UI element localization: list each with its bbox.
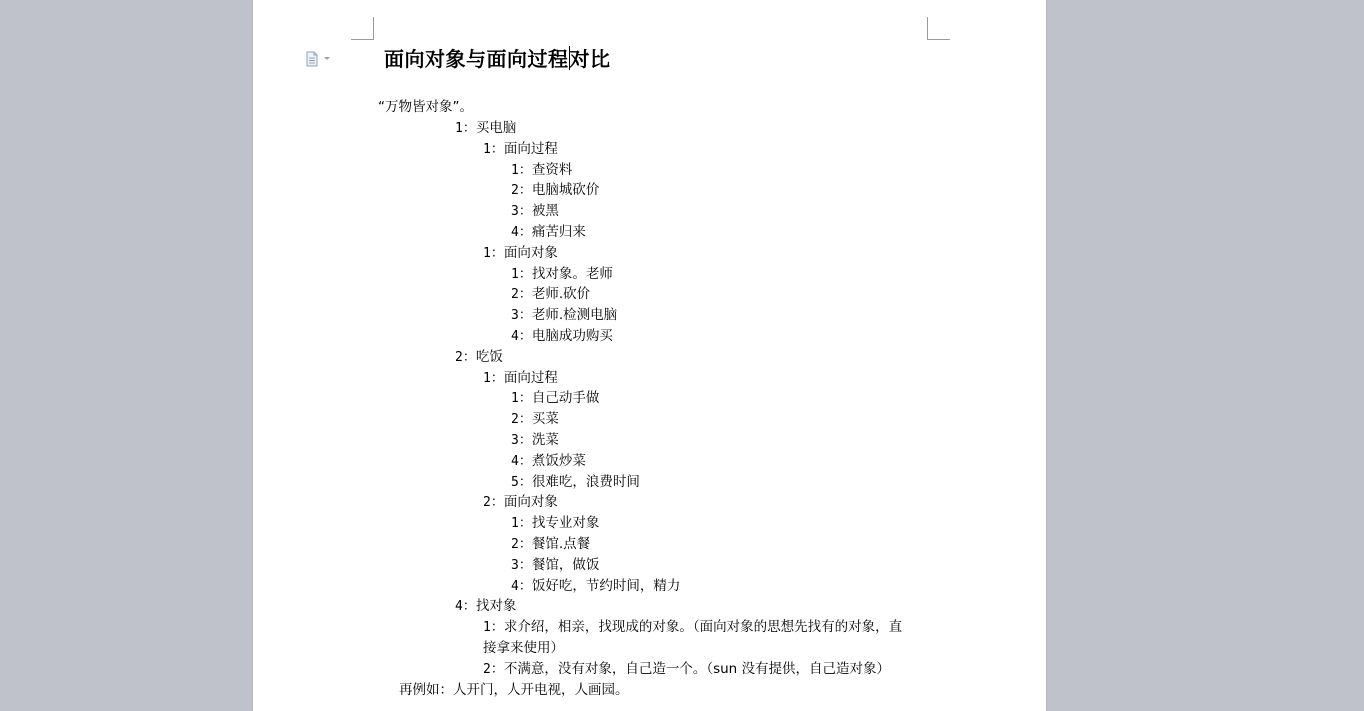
outline-item-number: 2： (511, 537, 532, 552)
outline-item-level-2[interactable] (483, 368, 558, 389)
outline-item-number: 3： (511, 558, 532, 573)
outline-item-level-3[interactable] (511, 160, 572, 181)
outline-item-text: 餐馆，做饭 (531, 557, 600, 573)
outline-item-number: 1： (511, 163, 532, 178)
outline-item-text: 面向过程 (503, 141, 558, 157)
outline-item-level-3[interactable] (511, 451, 586, 472)
outline-item-level-3[interactable] (511, 180, 599, 201)
outline-item-level-3[interactable] (511, 305, 617, 326)
outline-item-level-3[interactable] (511, 576, 680, 597)
outline-item-level-3[interactable] (511, 430, 559, 451)
outline-item-text: 求介绍，相亲，找现成的对象。（面向对象的思想先找有的对象，直 (503, 619, 903, 635)
outline-item-level-3[interactable] (511, 222, 586, 243)
title-text-part2: 对比 (569, 47, 611, 71)
outline-item-number: 5： (511, 475, 532, 490)
outline-item-text: 电脑成功购买 (531, 328, 613, 344)
outline-item-level-2[interactable] (483, 139, 558, 160)
outline-item-number: 4： (511, 579, 532, 594)
margin-corner-top-right (927, 17, 950, 40)
outline-item-number: 1： (483, 246, 504, 261)
outline-item-text: 接拿来使用） (483, 640, 564, 656)
intro-paragraph[interactable]: “万物皆对象”。 (378, 99, 473, 115)
outline-item-level-2[interactable] (483, 659, 890, 680)
outline-item-level-3[interactable] (511, 409, 559, 430)
outline-item-number: 4： (511, 225, 532, 240)
outline-item-level-3[interactable] (511, 388, 599, 409)
outline-item-text: 煮饭炒菜 (531, 453, 586, 469)
title-text-part1: 面向对象与面向过程 (384, 47, 569, 71)
margin-corner-top-left (351, 17, 374, 40)
outline-item-number: 2： (511, 287, 532, 302)
outline-item-level-2[interactable] (483, 243, 558, 264)
outline-item-text: 不满意，没有对象，自己造一个。（sun 没有提供，自己造对象） (503, 661, 891, 677)
outline-item-level-3[interactable] (511, 472, 640, 493)
outline-item-number: 1： (483, 142, 504, 157)
outline-item-level-3[interactable] (511, 534, 590, 555)
outline-item-text: 电脑城砍价 (531, 182, 600, 198)
outline-item-level-3[interactable] (511, 284, 590, 305)
outline-item-number: 3： (511, 308, 532, 323)
outline-item-number: 4： (455, 599, 476, 614)
outline-item-level-1[interactable] (455, 118, 516, 139)
outline-item-text: 被黑 (531, 203, 559, 219)
document-dropdown-icon[interactable] (306, 51, 332, 67)
outline-item-number: 1： (483, 620, 504, 635)
outline-item-text: 面向对象 (503, 494, 558, 510)
outline-item-text: 找对象 (475, 598, 517, 614)
outline-item-level-3[interactable] (511, 326, 613, 347)
outline-item-number: 4： (511, 329, 532, 344)
outline-item-level-2[interactable] (483, 492, 558, 513)
outline-item-number: 1： (455, 121, 476, 136)
outline-item-number: 1： (511, 516, 532, 531)
outline-item-level-1[interactable] (455, 596, 516, 617)
outline-item-number: 2： (483, 495, 504, 510)
outline-item-level-3[interactable] (511, 555, 599, 576)
outline-item-text: 吃饭 (475, 349, 503, 365)
outline-item-text: 买菜 (531, 411, 559, 427)
outline-item-text: 老师.检测电脑 (531, 307, 618, 323)
outline-item-text: 自己动手做 (531, 390, 600, 406)
outline-item-level-3[interactable] (511, 513, 599, 534)
document-title[interactable] (384, 44, 611, 74)
outline-item-number: 2： (511, 412, 532, 427)
outline-item-text: 餐馆.点餐 (531, 536, 591, 552)
outline-item-number: 3： (511, 204, 532, 219)
outline-item-continuation[interactable] (483, 638, 564, 658)
outline-item-text: 找对象。老师 (531, 266, 613, 282)
outline-item-number: 3： (511, 433, 532, 448)
outline-item-text: 洗菜 (531, 432, 559, 448)
outline-item-number: 4： (511, 454, 532, 469)
outline-item-number: 2： (455, 350, 476, 365)
outline-item-number: 1： (511, 267, 532, 282)
outline-item-level-2[interactable] (483, 617, 902, 638)
outline-item-number: 1： (483, 371, 504, 386)
closing-paragraph[interactable]: 再例如：人开门，人开电视，人画园。 (399, 682, 629, 698)
outline-item-text: 面向对象 (503, 245, 558, 261)
outline-item-text: 痛苦归来 (531, 224, 586, 240)
outline-item-text: 找专业对象 (531, 515, 600, 531)
outline-item-text: 老师.砍价 (531, 286, 591, 302)
outline-item-text: 面向过程 (503, 370, 558, 386)
outline-item-number: 2： (483, 662, 504, 677)
outline-item-number: 2： (511, 183, 532, 198)
document-page[interactable] (253, 0, 1046, 711)
outline-item-text: 很难吃，浪费时间 (531, 474, 640, 490)
outline-item-text: 饭好吃，节约时间，精力 (531, 578, 681, 594)
outline-item-level-3[interactable] (511, 264, 613, 285)
outline-item-text: 买电脑 (475, 120, 517, 136)
outline-item-number: 1： (511, 391, 532, 406)
outline-item-level-1[interactable] (455, 347, 503, 368)
outline-item-text: 查资料 (531, 162, 573, 178)
outline-item-level-3[interactable] (511, 201, 559, 222)
